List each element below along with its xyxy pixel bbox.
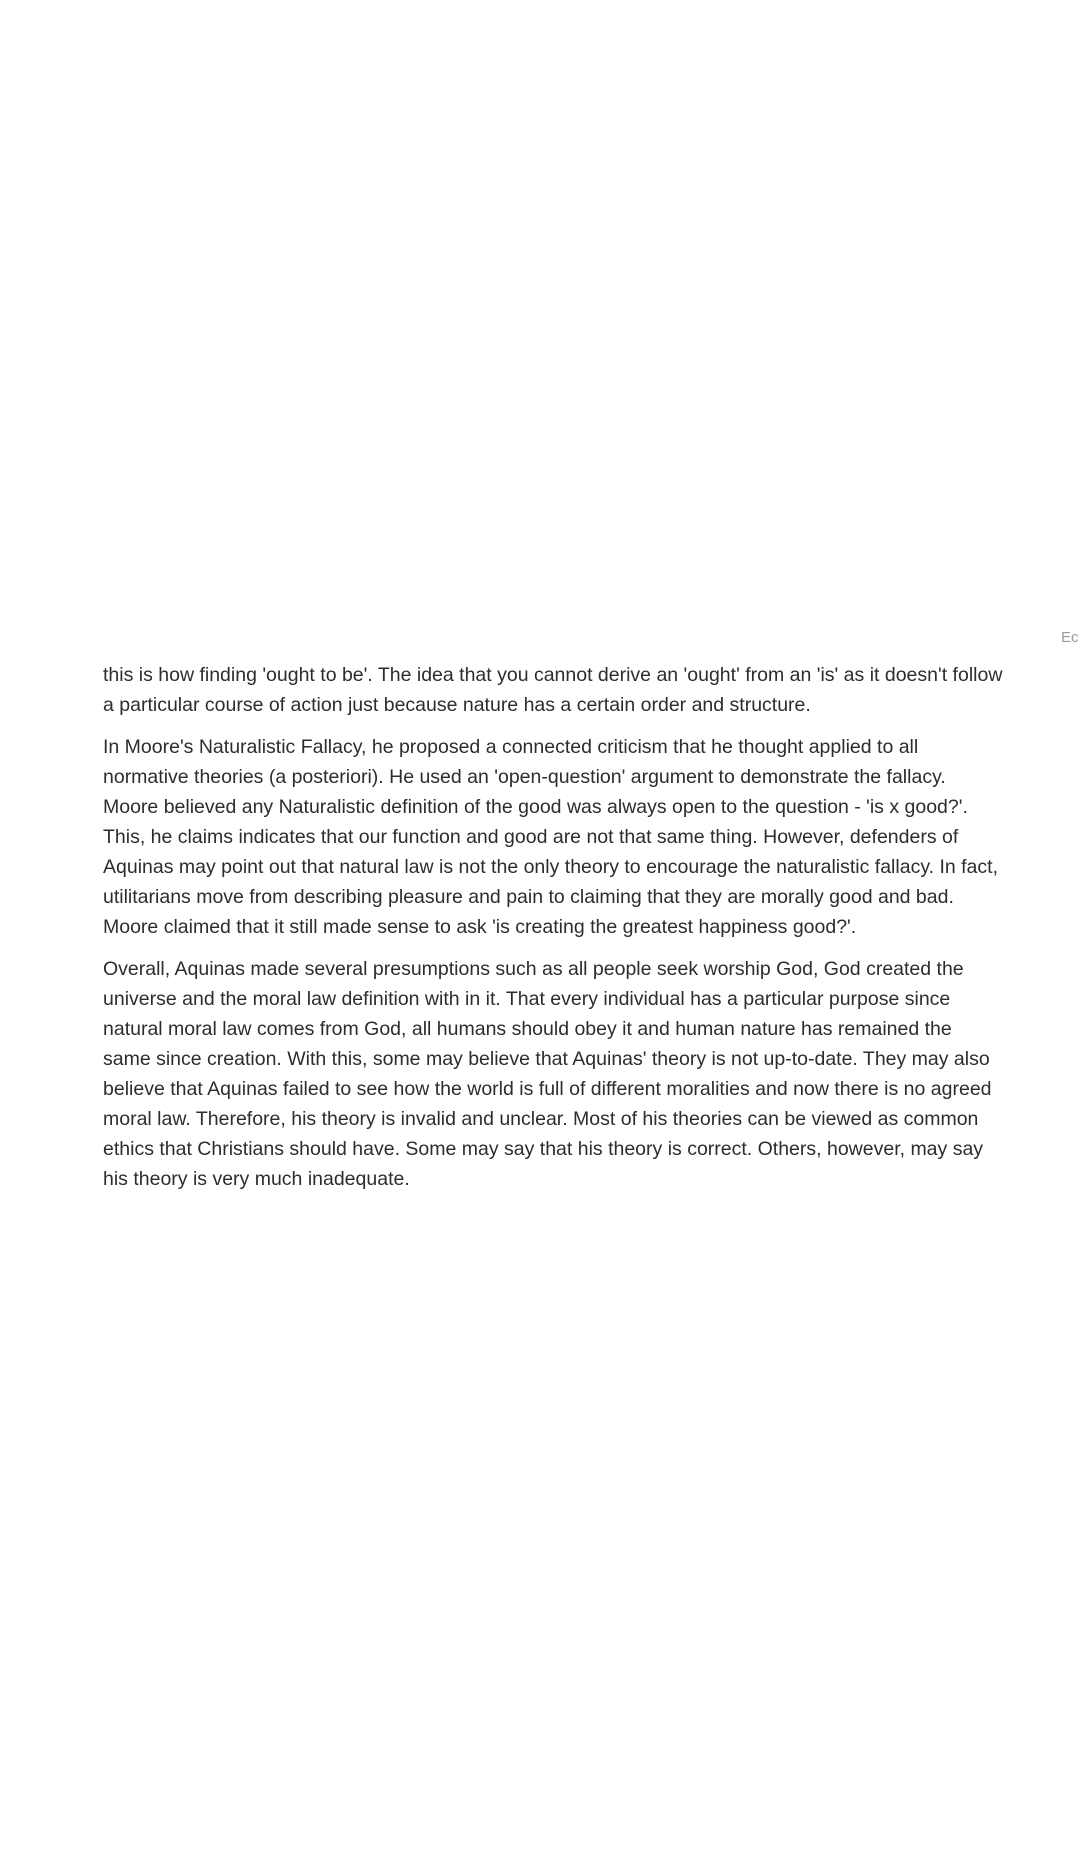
paragraph-naturalistic-fallacy: In Moore's Naturalistic Fallacy, he proposed a connected criticism that he thought applied to all normative theories (a posteriori). He used an 'open-question' argument to demonstrate the fallacy. Moore believed any Naturalistic definition of the good was always open to the question - 'is x good?'. This, he claims indicates that our function and good are not that same thing. However, defenders of Aquinas may point out that natural law is not the only theory to encourage the naturalistic fallacy. In fact, utilitarians move from describing pleasure and pain to claiming that they are morally good and bad. Moore claimed that it still made sense to ask 'is creating the greatest happiness good?'.	[103, 736, 998, 938]
paragraph-is-ought: this is how finding 'ought to be'. The idea that you cannot derive an 'ought' from an 'is' as it doesn't follow a particular course of action just because nature has a certain order and structure.	[103, 664, 1003, 716]
clipped-edge-label: Ec	[1061, 629, 1079, 646]
paragraph-conclusion: Overall, Aquinas made several presumptions such as all people seek worship God, God created the universe and the moral law definition with in it. That every individual has a particular purpose since natural moral law comes from God, all humans should obey it and human nature has remained the same since creation. With this, some may believe that Aquinas' theory is not up-to-date. They may also believe that Aquinas failed to see how the world is full of different moralities and now there is no agreed moral law. Therefore, his theory is invalid and unclear. Most of his theories can be viewed as common ethics that Christians should have. Some may say that his theory is correct. Others, however, may say his theory is very much inadequate.	[103, 958, 992, 1190]
document-body	[103, 660, 1003, 1206]
